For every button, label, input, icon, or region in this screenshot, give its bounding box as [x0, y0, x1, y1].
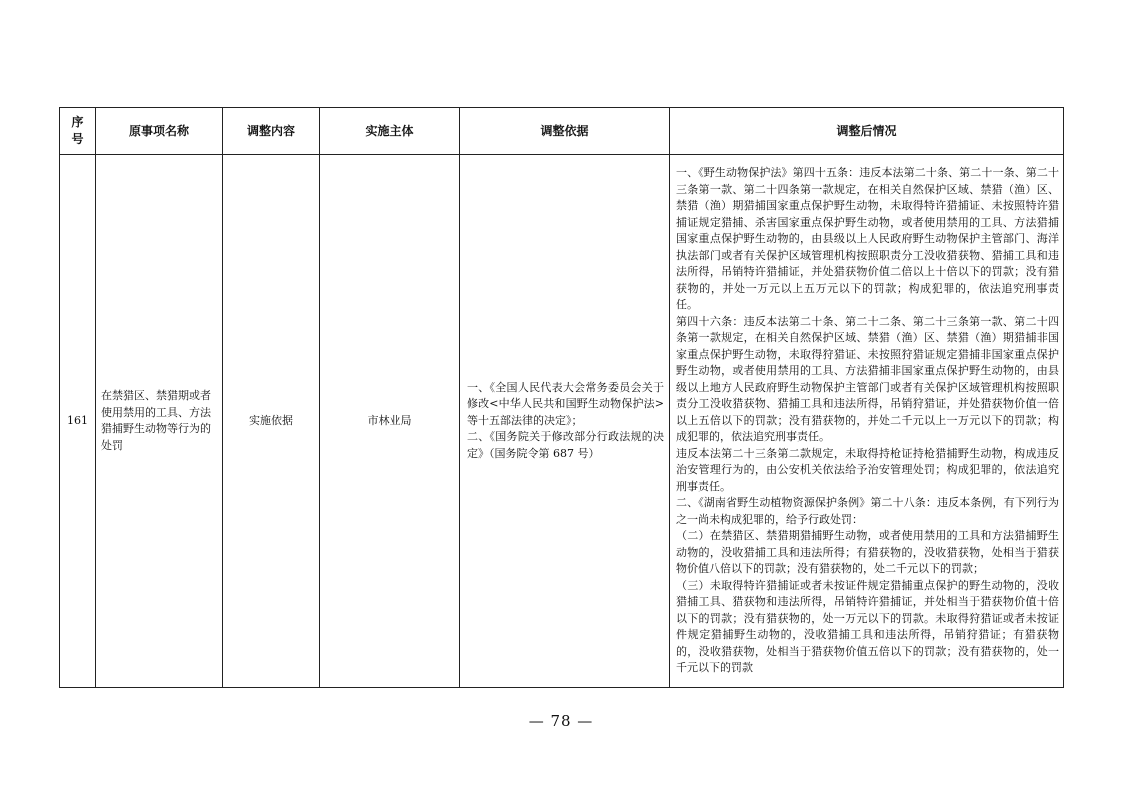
table-row: [60, 155, 1064, 688]
cell-basis: [460, 155, 670, 688]
adjustment-table: [59, 107, 1064, 688]
cell-after: [670, 155, 1064, 688]
header-subject: 实施主体: [320, 108, 460, 155]
header-seq: 序号: [60, 108, 96, 155]
after-paragraph: 一、《野生动物保护法》第四十五条：违反本法第二十条、第二十一条、第二十三条第一款、第二十四条第一款规定，在相关自然保护区域、禁猎（渔）区、禁猎（渔）期猎捕国家重点保护野生动物，未取得特许猎捕证、未按照特许猎捕证规定猎捕、杀害国家重点保护野生动物，或者使用禁用的工具、方法猎捕国家重点保护野生动物的，由县级以上人民政府野生动物保护主管部门、海洋执法部门或者有关保护区域管理机构按照职责分工没收猎获物、猎捕工具和违法所得，吊销特许猎捕证，并处猎获物价值二倍以上十倍以下的罚款；没有猎获物的，并处一万元以上五万元以下的罚款；构成犯罪的，依法追究刑事责任。: [676, 166, 1059, 312]
after-paragraph: （二）在禁猎区、禁猎期猎捕野生动物，或者使用禁用的工具和方法猎捕野生动物的，没收猎捕工具和违法所得；有猎获物的，没收猎获物，处相当于猎获物价值八倍以下的罚款；没有猎获物的，处二千元以下的罚款；: [676, 529, 1059, 576]
after-paragraph: 违反本法第二十三条第二款规定，未取得持枪证持枪猎捕野生动物，构成违反治安管理行为的，由公安机关依法给予治安管理处罚；构成犯罪的，依法追究刑事责任。: [676, 446, 1059, 493]
header-original-item: 原事项名称: [96, 108, 223, 155]
header-basis: 调整依据: [460, 108, 670, 155]
basis-paragraph: 二、《国务院关于修改部分行政法规的决定》（国务院令第 687 号）: [467, 430, 664, 460]
cell-subject: 市林业局: [320, 155, 460, 688]
cell-original-item: 在禁猎区、禁猎期或者使用禁用的工具、方法猎捕野生动物等行为的处罚: [96, 155, 223, 688]
after-paragraph: 第四十六条：违反本法第二十条、第二十二条、第二十三条第一款、第二十四条第一款规定，在相关自然保护区域、禁猎（渔）区、禁猎（渔）期猎捕非国家重点保护野生动物，未取得狩猎证、未按照狩猎证规定猎捕非国家重点保护野生动物，或者使用禁用的工具、方法猎捕非国家重点保护野生动物的，由县级以上地方人民政府野生动物保护主管部门或者有关保护区域管理机构按照职责分工没收猎获物、猎捕工具和违法所得，吊销狩猎证，并处猎获物价值一倍以上五倍以下的罚款；没有猎获物的，并处二千元以上一万元以下的罚款；构成犯罪的，依法追究刑事责任。: [676, 314, 1059, 444]
table-header-row: [60, 108, 1064, 155]
page-number: — 78 —: [528, 712, 594, 730]
cell-adjust-content: 实施依据: [223, 155, 320, 688]
after-paragraph: （三）未取得特许猎捕证或者未按证件规定猎捕重点保护的野生动物的，没收猎捕工具、猎获物和违法所得，吊销特许猎捕证，并处相当于猎获物价值十倍以下的罚款；没有猎获物的，处一万元以下的罚款。未取得狩猎证或者未按证件规定猎捕野生动物的，没收猎捕工具和违法所得，吊销狩猎证；有猎获物的，没收猎获物，处相当于猎获物价值五倍以下的罚款；没有猎获物的，处一千元以下的罚款: [676, 578, 1059, 675]
header-adjust-content: 调整内容: [223, 108, 320, 155]
basis-paragraph: 一、《全国人民代表大会常务委员会关于修改<中华人民共和国野生动物保护法>等十五部法律的决定》；: [467, 380, 664, 427]
after-paragraph: 二、《湖南省野生动植物资源保护条例》第二十八条：违反本条例，有下列行为之一尚未构成犯罪的，给予行政处罚：: [676, 496, 1059, 526]
header-after: 调整后情况: [670, 108, 1064, 155]
cell-seq: 161: [60, 155, 96, 688]
